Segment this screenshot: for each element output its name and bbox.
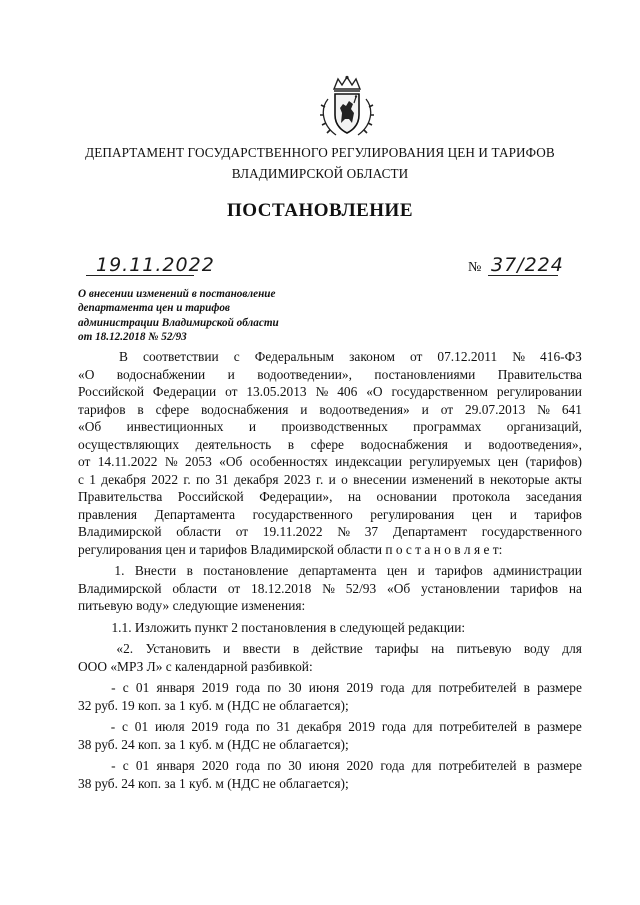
- word: Департамента: [154, 506, 236, 522]
- department-name-line2: ВЛАДИМИРСКОЙ ОБЛАСТИ: [231, 166, 409, 181]
- vladimir-coat-of-arms-icon: [316, 75, 378, 139]
- word: на: [347, 489, 362, 504]
- text-line: [78, 775, 582, 793]
- word: ООО «МРЗ Л» с календарной разбивкой:: [78, 658, 313, 674]
- subject-line: департамента цен и тарифов: [78, 302, 230, 315]
- word: от: [235, 524, 249, 539]
- text-line: [78, 401, 582, 419]
- text-line: [78, 640, 582, 658]
- text-line: [78, 597, 582, 615]
- word: 38 руб. 24 коп. за 1 куб. м (НДС не облагается);: [78, 736, 349, 752]
- word: цен: [386, 563, 408, 578]
- word: в: [478, 471, 485, 487]
- number-underline: [488, 275, 558, 276]
- word: особенностях: [249, 454, 328, 469]
- word: организаций,: [506, 419, 582, 434]
- word: водоснабжении: [116, 366, 206, 382]
- word: №: [337, 524, 351, 539]
- word: января: [156, 758, 195, 773]
- word: в: [287, 436, 295, 452]
- word: и: [328, 471, 336, 487]
- word: «2.: [116, 641, 134, 656]
- word: законом: [349, 349, 395, 364]
- word: 30: [288, 758, 302, 773]
- word: Правительства: [497, 366, 582, 382]
- word: регулируемых: [409, 454, 491, 469]
- text-line: [78, 523, 582, 541]
- word: сфере: [155, 401, 190, 417]
- word: для: [411, 680, 432, 695]
- word: и: [421, 401, 429, 417]
- word: правления: [78, 506, 138, 522]
- text-line: [78, 418, 582, 436]
- word: потребителей: [438, 680, 517, 695]
- word: регулирования: [370, 506, 455, 522]
- text-line: [78, 757, 582, 775]
- word: регулирования цен и тарифов Владимирской области п о с т а н о в л я е т:: [78, 541, 503, 557]
- word: от: [409, 349, 423, 364]
- word: Федеральным: [254, 349, 335, 364]
- text-line: [78, 348, 582, 366]
- document-type-title: ПОСТАНОВЛЕНИЕ: [226, 200, 414, 221]
- word: постановлениями: [374, 366, 476, 382]
- word: акты: [554, 471, 582, 487]
- word: декабря: [101, 471, 146, 487]
- word: тарифов: [510, 580, 559, 596]
- word: от: [440, 401, 454, 417]
- word: заседания: [525, 489, 582, 504]
- word: на: [568, 580, 582, 596]
- word: производственных: [281, 419, 388, 434]
- word: [78, 679, 104, 697]
- word: 18.12.2018: [251, 580, 312, 596]
- word: в: [292, 641, 300, 656]
- word: водоснабжения: [200, 401, 289, 417]
- word: Правительства: [78, 489, 163, 504]
- word: года: [224, 719, 250, 734]
- word: государственного: [481, 524, 582, 539]
- word: регулировании: [496, 384, 582, 399]
- word: 07.12.2011: [437, 349, 498, 364]
- word: с: [122, 758, 129, 773]
- word: Российской: [78, 384, 144, 399]
- word: по: [196, 471, 210, 487]
- word: изменений: [411, 471, 474, 487]
- word: размере: [537, 680, 582, 695]
- word: 38 руб. 24 коп. за 1 куб. м (НДС не облагается);: [78, 775, 349, 791]
- word: «Об: [387, 580, 411, 596]
- word: цен: [471, 506, 493, 522]
- text-line: [78, 541, 582, 559]
- word: водоснабжения: [360, 436, 448, 452]
- text-line: [78, 697, 582, 715]
- word: от: [227, 580, 241, 596]
- word: Федерации»,: [259, 489, 333, 504]
- word: в: [137, 401, 144, 417]
- word: июля: [154, 719, 185, 734]
- word: года: [381, 719, 407, 734]
- word: и: [223, 641, 231, 656]
- word: в: [186, 563, 193, 578]
- word: постановление: [203, 563, 289, 578]
- word: размере: [537, 758, 582, 773]
- word: водоотведения»: [319, 401, 410, 417]
- word: Департамент: [392, 524, 468, 539]
- word: 32 руб. 19 коп. за 1 куб. м (НДС не облагается);: [78, 697, 349, 713]
- word: 406: [337, 384, 358, 399]
- word: от: [78, 454, 91, 469]
- word: января: [156, 680, 195, 695]
- word: цен: [497, 454, 519, 469]
- word: и: [464, 436, 472, 452]
- word: 2020: [201, 758, 229, 773]
- word: инвестиционных: [126, 419, 224, 434]
- word: 2019: [201, 680, 229, 695]
- word: года: [380, 680, 405, 695]
- word: государственном: [391, 384, 488, 399]
- word: 14.11.2022: [97, 454, 158, 469]
- word: «Об: [219, 454, 243, 469]
- word: для: [562, 641, 582, 656]
- word: государственного: [252, 506, 353, 522]
- word: в: [523, 758, 530, 773]
- word: 416-ФЗ: [540, 349, 582, 364]
- text-line: [78, 383, 582, 401]
- body-paragraph: [78, 757, 582, 792]
- word: декабря: [233, 471, 279, 487]
- word: года: [235, 680, 261, 695]
- word: 2019: [346, 680, 374, 695]
- body-paragraph: [78, 348, 582, 558]
- word: 2023: [283, 471, 311, 487]
- text-line: [78, 679, 582, 697]
- word: 30: [288, 680, 302, 695]
- word: основании: [376, 489, 437, 504]
- word: сфере: [310, 436, 344, 452]
- word: соответствии: [143, 349, 219, 364]
- word: 13.05.2013: [246, 384, 307, 399]
- word: №: [537, 401, 550, 417]
- word: «О: [366, 384, 383, 399]
- word: [78, 718, 104, 736]
- subject-line: администрации Владимирской области: [78, 316, 279, 329]
- word: 2022: [151, 471, 179, 487]
- word: внесении: [353, 471, 407, 487]
- word: 2019: [191, 719, 219, 734]
- word: администрации: [493, 563, 582, 578]
- word: потребителей: [439, 719, 518, 734]
- word: установлении: [420, 580, 500, 596]
- document-subject: [78, 287, 308, 344]
- word: и: [417, 563, 425, 578]
- word: водоотведения»,: [488, 436, 582, 452]
- word: потребителей: [438, 758, 517, 773]
- word: некоторые: [490, 471, 550, 487]
- text-line: [78, 506, 582, 524]
- text-line: [78, 619, 582, 637]
- text-line: [78, 562, 582, 580]
- word: по: [255, 719, 270, 734]
- word: области: [176, 524, 221, 539]
- word: декабря: [296, 719, 342, 734]
- word: года: [235, 758, 261, 773]
- date-underline: [86, 275, 194, 276]
- word: «Об: [78, 419, 102, 434]
- word: программах: [413, 419, 482, 434]
- text-line: [78, 471, 582, 489]
- word: Российской: [177, 489, 244, 504]
- document-number: 37/224: [491, 254, 564, 276]
- word: от: [225, 384, 238, 399]
- word: -: [111, 680, 116, 695]
- word: с: [122, 680, 129, 695]
- word: 52/93: [345, 580, 377, 596]
- word: -: [111, 758, 116, 773]
- word: питьевую: [456, 641, 512, 656]
- text-line: [78, 488, 582, 506]
- word: 2053: [185, 454, 212, 469]
- word: осуществляющих: [78, 436, 180, 452]
- subject-line: О внесении изменений в постановление: [78, 288, 276, 300]
- word: 29.07.2013: [465, 401, 526, 417]
- word: водоотведении»,: [257, 366, 352, 382]
- word: 31: [215, 471, 229, 487]
- text-line: [78, 736, 582, 754]
- word: №: [164, 454, 178, 469]
- word: и: [509, 506, 517, 522]
- word: 1.: [114, 563, 125, 578]
- word: действие: [311, 641, 363, 656]
- word: июня: [308, 680, 340, 695]
- word: -: [110, 719, 116, 734]
- word: с: [233, 349, 240, 364]
- word: с: [122, 719, 128, 734]
- word: «О: [78, 366, 95, 382]
- word: питьевую воду» следующие изменения:: [78, 598, 306, 613]
- word: размере: [537, 719, 582, 734]
- word: В: [119, 349, 128, 364]
- word: [78, 562, 104, 580]
- word: и: [300, 401, 308, 417]
- word: [78, 640, 104, 658]
- word: о: [341, 471, 348, 487]
- text-line: [78, 366, 582, 384]
- word: в: [523, 719, 531, 734]
- word: и: [227, 366, 235, 382]
- body-paragraph: [78, 679, 582, 714]
- word: 1.1. Изложить пункт 2 постановления в следующей редакции:: [78, 619, 466, 635]
- word: 01: [135, 758, 150, 773]
- word: департамента: [298, 563, 377, 578]
- number-sign: №: [468, 260, 482, 275]
- text-line: [78, 436, 582, 454]
- word: области: [172, 580, 218, 596]
- word: 1: [89, 471, 96, 487]
- word: тарифов: [78, 401, 126, 417]
- word: тарифы: [375, 641, 419, 656]
- word: протокола: [452, 489, 511, 504]
- body-paragraph: [78, 562, 582, 615]
- word: 2019: [348, 719, 376, 734]
- department-name-line1: ДЕПАРТАМЕНТ ГОСУДАРСТВЕННОГО РЕГУЛИРОВАНИЯ ЦЕН И ТАРИФОВ: [85, 145, 555, 160]
- text-line: [78, 453, 582, 471]
- subject-line: от 18.12.2018 № 52/93: [78, 330, 187, 343]
- text-line: [78, 718, 582, 736]
- word: 37: [364, 524, 379, 539]
- word: индексации: [335, 454, 402, 469]
- word: на: [431, 641, 445, 656]
- word: Установить: [145, 641, 211, 656]
- word: №: [322, 580, 335, 596]
- word: г.: [315, 471, 324, 487]
- document-date: 19.11.2022: [96, 254, 215, 276]
- word: №: [315, 384, 329, 399]
- text-line: [78, 580, 582, 598]
- word: Федерации: [152, 384, 217, 399]
- body-paragraph: [78, 718, 582, 753]
- word: 2020: [346, 758, 374, 773]
- body-paragraph: [78, 640, 582, 675]
- word: деятельность: [195, 436, 272, 452]
- word: [78, 757, 104, 775]
- word: 01: [135, 680, 150, 695]
- word: [78, 348, 104, 366]
- word: для: [411, 758, 432, 773]
- word: (тарифов): [525, 454, 582, 469]
- word: ввести: [242, 641, 281, 656]
- word: тарифов: [534, 506, 582, 522]
- word: воду: [523, 641, 550, 656]
- word: для: [412, 719, 433, 734]
- word: 641: [561, 401, 582, 417]
- word: Владимирской: [78, 524, 162, 539]
- word: и: [248, 419, 257, 434]
- word: 19.11.2022: [262, 524, 323, 539]
- word: с: [78, 471, 84, 487]
- word: г.: [183, 471, 191, 487]
- word: 01: [134, 719, 149, 734]
- word: тарифов: [435, 563, 483, 578]
- word: в: [523, 680, 530, 695]
- word: по: [267, 680, 282, 695]
- word: 31: [276, 719, 291, 734]
- word: №: [512, 349, 525, 364]
- word: Внести: [134, 563, 177, 578]
- word: июня: [308, 758, 340, 773]
- word: по: [267, 758, 282, 773]
- body-paragraph: [78, 619, 582, 637]
- word: года: [380, 758, 405, 773]
- word: Владимирской: [78, 580, 162, 596]
- document-body: [78, 348, 582, 792]
- text-line: [78, 658, 582, 676]
